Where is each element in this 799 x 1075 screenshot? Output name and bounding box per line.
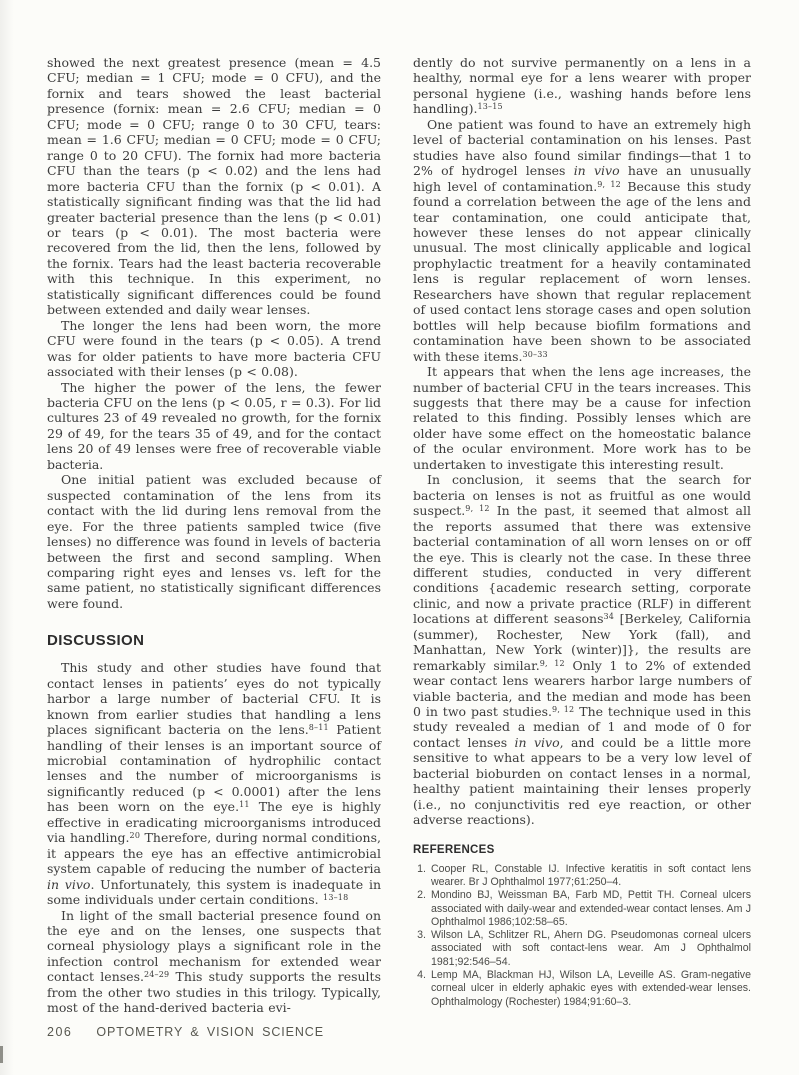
paragraph: The higher the power of the lens, the fewer bacteria CFU on the lens (p < 0.05, r = 0.3). For lid cultures 23 of 49 revealed no growth, for the fornix 29 of 49, for the tears 35 of 49, and for the contact lens 20 of 49 lenses were free of recoverable viable bacteria.: [47, 379, 381, 472]
reference-text: Wilson LA, Schlitzer RL, Ahern DG. Pseudomonas corneal ulcers associated with soft contact-lens wear. Am J Ophthalmol 1981;92:546–54.: [431, 929, 751, 968]
reference-item: [413, 969, 751, 1009]
reference-number: 2.: [417, 889, 426, 902]
scan-edge-artifact: [0, 1046, 3, 1063]
paragraph: The longer the lens had been worn, the more CFU were found in the tears (p < 0.05). A trend was for older patients to have more bacteria CFU associated with their lenses (p < 0.08).: [47, 317, 381, 380]
page-number: 206: [47, 1025, 73, 1039]
paragraph: It appears that when the lens age increases, the number of bacterial CFU in the tears increases. This suggests that there may be a cause for infection related to this finding. Possibly lenses which are older have some effect on the homeostatic balance of the ocular environment. More work has to be undertaken to investigate this interesting result.: [413, 364, 751, 472]
reference-number: 3.: [417, 929, 426, 942]
reference-text: Cooper RL, Constable IJ. Infective keratitis in soft contact lens wearer. Br J Ophthalmol 1977;61:250–4.: [431, 862, 751, 888]
paragraph: One patient was found to have an extremely high level of bacterial contamination on his lenses. Past studies have also found similar findings—that 1 to 2% of hydrogel lenses in vivo have an unusually high level of contamination.$^{9, 12}$ Because this study found a correlation between the age of the lens and tear contamination, one could anticipate that, however these lenses do not appear clinically unusual. The most clinically applicable and logical prophylactic treatment for a heavily contaminated lens is regular replacement of worn lenses. Researchers have shown that regular replacement of used contact lens storage cases and open solution bottles will help because biofilm formations and contamination have been shown to be associated with these items.$^{30-33}$: [413, 116, 752, 364]
references-section: [413, 863, 751, 1009]
discussion-heading: DISCUSSION: [47, 632, 145, 650]
reference-text: Mondino BJ, Weissman BA, Farb MD, Pettit TH. Corneal ulcers associated with daily-wear and extended-wear contact lenses. Am J Ophthalmol 1986;102:58–65.: [431, 889, 751, 928]
page-footer: [47, 1025, 324, 1039]
reference-item: [413, 929, 751, 969]
right-column: [413, 55, 751, 1009]
paragraph: In conclusion, it seems that the search for bacteria on lenses is not as fruitful as one would suspect.$^{9, 12}$ In the past, it seemed that almost all the reports assumed that there was extensive bacterial contamination of all worn lenses on or off the eye. This is clearly not the case. In these three different studies, conducted in very different conditions {academic research setting, corporate clinic, and now a private practice (RLF) in different locations at different seasons$^{34}$ [Berkeley, California (summer), Rochester, New York (fall), and Manhattan, New York (winter)]}, the results are remarkably similar.$^{9, 12}$ Only 1 to 2% of extended wear contact lens wearers harbor large numbers of viable bacteria, and the median and mode has been 0 in two past studies.$^{9, 12}$ The technique used in this study revealed a median of 1 and mode of 0 for contact lenses in vivo, and could be a little more sensitive to what appears to be a very low level of bacterial bioburden on contact lenses in a normal, healthy patient maintaining their lenses properly (i.e., no conjunctivitis red eye reaction, or other adverse reactions).: [413, 472, 751, 828]
reference-number: 1.: [417, 862, 426, 875]
journal-title: OPTOMETRY & VISION SCIENCE: [96, 1025, 324, 1039]
references-heading: REFERENCES: [413, 843, 495, 856]
reference-text: Lemp MA, Blackman HJ, Wilson LA, Leveille AS. Gram-negative corneal ulcer in elderly aphakic eyes with extended-wear lenses. Ophthalmology (Rochester) 1984;91:60–3.: [431, 969, 751, 1008]
paragraph: This study and other studies have found that contact lenses in patients’ eyes do not typically harbor a large number of bacterial CFU. It is known from earlier studies that handling a lens places significant bacteria on the lens.$^{8-11}$ Patient handling of their lenses is an important source of microbial contamination of hydrophilic contact lenses and the number of microorganisms is significantly reduced (p < 0.0001) after the lens has been worn on the eye.$^{11}$ The eye is highly effective in eradicating microorganisms introduced via handling.$^{20}$ Therefore, during normal conditions, it appears the eye has an effective antimicrobial system capable of reducing the number of bacteria in vivo. Unfortunately, this system is inadequate in some individuals under certain conditions. $^{13-18}$: [47, 660, 381, 908]
left-column: [47, 55, 381, 1016]
paragraph: showed the next greatest presence (mean = 4.5 CFU; median = 1 CFU; mode = 0 CFU), and the fornix and tears showed the least bacterial presence (fornix: mean = 2.6 CFU; median = 0 CFU; mode = 0 CFU; range 0 to 30 CFU, tears: mean = 1.6 CFU; median = 0 CFU; mode = 0 CFU; range 0 to 20 CFU). The fornix had more bacteria CFU than the tears (p < 0.02) and the lens had more bacteria CFU than the fornix (p < 0.01). A statistically significant finding was that the lid had greater bacterial presence than the lens (p < 0.01) or tears (p < 0.01). The most bacteria were recovered from the lid, then the lens, followed by the fornix. Tears had the least bacteria recoverable with this technique. In this experiment, no statistically significant differences could be found between extended and daily wear lenses.: [47, 55, 381, 318]
reference-item: [413, 863, 751, 890]
reference-item: [413, 889, 751, 929]
paragraph: One initial patient was excluded because of suspected contamination of the lens from its contact with the lid during lens removal from the eye. For the three patients sampled twice (five lenses) no difference was found in levels of bacteria between the first and second sampling. When comparing right eyes and lenses vs. left for the same patient, no statistically significant differences were found.: [47, 472, 381, 611]
reference-number: 4.: [417, 969, 426, 982]
paragraph: dently do not survive permanently on a lens in a healthy, normal eye for a lens wearer with proper personal hygiene (i.e., washing hands before lens handling).$^{13-15}$: [413, 55, 751, 117]
paragraph: In light of the small bacterial presence found on the eye and on the lenses, one suspects that corneal physiology plays a significant role in the infection control mechanism for extended wear contact lenses.$^{24-29}$ This study supports the results from the other two studies in this trilogy. Typically, most of the hand-derived bacteria evi-: [47, 907, 381, 1016]
